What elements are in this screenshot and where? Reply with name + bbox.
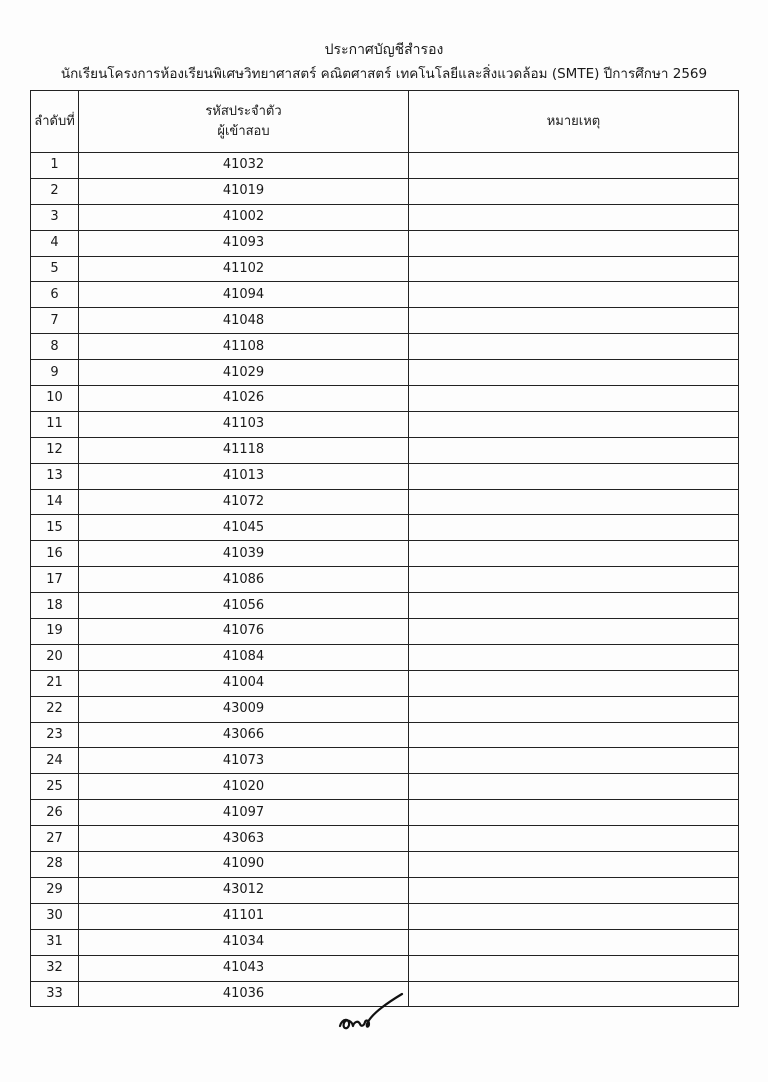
- table-row: [31, 360, 739, 386]
- note-cell: [409, 178, 739, 204]
- note-cell: [409, 670, 739, 696]
- applicant-code-cell: 41073: [79, 748, 409, 774]
- order-cell: 13: [31, 463, 79, 489]
- applicant-code-cell: 41043: [79, 955, 409, 981]
- applicant-code-cell: 41004: [79, 670, 409, 696]
- order-cell: 20: [31, 644, 79, 670]
- note-cell: [409, 386, 739, 412]
- table-row: [31, 852, 739, 878]
- note-cell: [409, 748, 739, 774]
- note-cell: [409, 230, 739, 256]
- order-cell: 5: [31, 256, 79, 282]
- note-cell: [409, 981, 739, 1007]
- note-cell: [409, 696, 739, 722]
- order-cell: 24: [31, 748, 79, 774]
- order-cell: 29: [31, 877, 79, 903]
- table-row: [31, 541, 739, 567]
- applicant-code-cell: 41056: [79, 593, 409, 619]
- note-cell: [409, 644, 739, 670]
- column-header-order: ลำดับที่: [31, 91, 79, 153]
- note-cell: [409, 877, 739, 903]
- document-title: ประกาศบัญชีสำรอง: [324, 42, 444, 58]
- order-cell: 27: [31, 826, 79, 852]
- column-header-code-line1: รหัสประจำตัว: [205, 103, 282, 119]
- order-cell: 6: [31, 282, 79, 308]
- column-header-code-line2: ผู้เข้าสอบ: [217, 123, 270, 139]
- document-subtitle: นักเรียนโครงการห้องเรียนพิเศษวิทยาศาสตร์ คณิตศาสตร์ เทคโนโลยีและสิ่งแวดล้อม (SMTE) ปีการศึกษา 2569: [60, 66, 708, 82]
- applicant-code-cell: 41036: [79, 981, 409, 1007]
- note-cell: [409, 489, 739, 515]
- applicant-code-cell: 41013: [79, 463, 409, 489]
- order-cell: 15: [31, 515, 79, 541]
- note-cell: [409, 619, 739, 645]
- order-cell: 11: [31, 411, 79, 437]
- table-row: [31, 929, 739, 955]
- table-row: [31, 256, 739, 282]
- applicant-code-cell: 41086: [79, 567, 409, 593]
- note-cell: [409, 826, 739, 852]
- note-cell: [409, 153, 739, 179]
- table-row: [31, 153, 739, 179]
- applicant-code-cell: 43009: [79, 696, 409, 722]
- note-cell: [409, 282, 739, 308]
- order-cell: 25: [31, 774, 79, 800]
- order-cell: 8: [31, 334, 79, 360]
- reserve-list-table: [30, 90, 739, 1007]
- table-row: [31, 308, 739, 334]
- applicant-code-cell: 41108: [79, 334, 409, 360]
- table-row: [31, 644, 739, 670]
- order-cell: 17: [31, 567, 79, 593]
- order-cell: 32: [31, 955, 79, 981]
- table-row: [31, 230, 739, 256]
- note-cell: [409, 437, 739, 463]
- applicant-code-cell: 41084: [79, 644, 409, 670]
- order-cell: 26: [31, 800, 79, 826]
- applicant-code-cell: 41026: [79, 386, 409, 412]
- applicant-code-cell: 41019: [79, 178, 409, 204]
- column-header-note: หมายเหตุ: [409, 91, 739, 153]
- order-cell: 9: [31, 360, 79, 386]
- table-row: [31, 619, 739, 645]
- table-row: [31, 696, 739, 722]
- table-row: [31, 774, 739, 800]
- applicant-code-cell: 41002: [79, 204, 409, 230]
- table-row: [31, 463, 739, 489]
- note-cell: [409, 411, 739, 437]
- table-row: [31, 282, 739, 308]
- applicant-code-cell: 41118: [79, 437, 409, 463]
- applicant-code-cell: 41039: [79, 541, 409, 567]
- note-cell: [409, 903, 739, 929]
- order-cell: 12: [31, 437, 79, 463]
- applicant-code-cell: 41045: [79, 515, 409, 541]
- note-cell: [409, 256, 739, 282]
- order-cell: 19: [31, 619, 79, 645]
- table-row: [31, 955, 739, 981]
- applicant-code-cell: 43066: [79, 722, 409, 748]
- table-row: [31, 204, 739, 230]
- order-cell: 16: [31, 541, 79, 567]
- note-cell: [409, 334, 739, 360]
- note-cell: [409, 593, 739, 619]
- order-cell: 31: [31, 929, 79, 955]
- table-row: [31, 178, 739, 204]
- order-cell: 14: [31, 489, 79, 515]
- applicant-code-cell: 41032: [79, 153, 409, 179]
- note-cell: [409, 463, 739, 489]
- order-cell: 1: [31, 153, 79, 179]
- order-cell: 2: [31, 178, 79, 204]
- applicant-code-cell: 41090: [79, 852, 409, 878]
- order-cell: 30: [31, 903, 79, 929]
- note-cell: [409, 308, 739, 334]
- order-cell: 7: [31, 308, 79, 334]
- applicant-code-cell: 41048: [79, 308, 409, 334]
- table-body: [31, 153, 739, 1007]
- order-cell: 4: [31, 230, 79, 256]
- table-row: [31, 489, 739, 515]
- order-cell: 22: [31, 696, 79, 722]
- applicant-code-cell: 41094: [79, 282, 409, 308]
- table-row: [31, 334, 739, 360]
- table-row: [31, 903, 739, 929]
- applicant-code-cell: 41102: [79, 256, 409, 282]
- table-row: [31, 593, 739, 619]
- column-header-code: [79, 91, 409, 153]
- note-cell: [409, 929, 739, 955]
- table-row: [31, 722, 739, 748]
- table-row: [31, 877, 739, 903]
- note-cell: [409, 204, 739, 230]
- applicant-code-cell: 43012: [79, 877, 409, 903]
- applicant-code-cell: 41076: [79, 619, 409, 645]
- applicant-code-cell: 41029: [79, 360, 409, 386]
- applicant-code-cell: 41097: [79, 800, 409, 826]
- applicant-code-cell: 41101: [79, 903, 409, 929]
- applicant-code-cell: 41020: [79, 774, 409, 800]
- order-cell: 10: [31, 386, 79, 412]
- applicant-code-cell: 41103: [79, 411, 409, 437]
- applicant-code-cell: 43063: [79, 826, 409, 852]
- order-cell: 33: [31, 981, 79, 1007]
- order-cell: 3: [31, 204, 79, 230]
- table-row: [31, 826, 739, 852]
- applicant-code-cell: 41034: [79, 929, 409, 955]
- table-row: [31, 670, 739, 696]
- note-cell: [409, 852, 739, 878]
- table-row: [31, 386, 739, 412]
- note-cell: [409, 567, 739, 593]
- order-cell: 18: [31, 593, 79, 619]
- note-cell: [409, 360, 739, 386]
- table-row: [31, 515, 739, 541]
- table-row: [31, 800, 739, 826]
- table-row: [31, 437, 739, 463]
- applicant-code-cell: 41072: [79, 489, 409, 515]
- note-cell: [409, 541, 739, 567]
- table-row: [31, 748, 739, 774]
- handwritten-signature-icon: [336, 988, 406, 1034]
- order-cell: 28: [31, 852, 79, 878]
- order-cell: 23: [31, 722, 79, 748]
- table-row: [31, 567, 739, 593]
- table-header-row: [31, 91, 739, 153]
- order-cell: 21: [31, 670, 79, 696]
- note-cell: [409, 722, 739, 748]
- note-cell: [409, 774, 739, 800]
- note-cell: [409, 800, 739, 826]
- note-cell: [409, 515, 739, 541]
- note-cell: [409, 955, 739, 981]
- applicant-code-cell: 41093: [79, 230, 409, 256]
- table-row: [31, 411, 739, 437]
